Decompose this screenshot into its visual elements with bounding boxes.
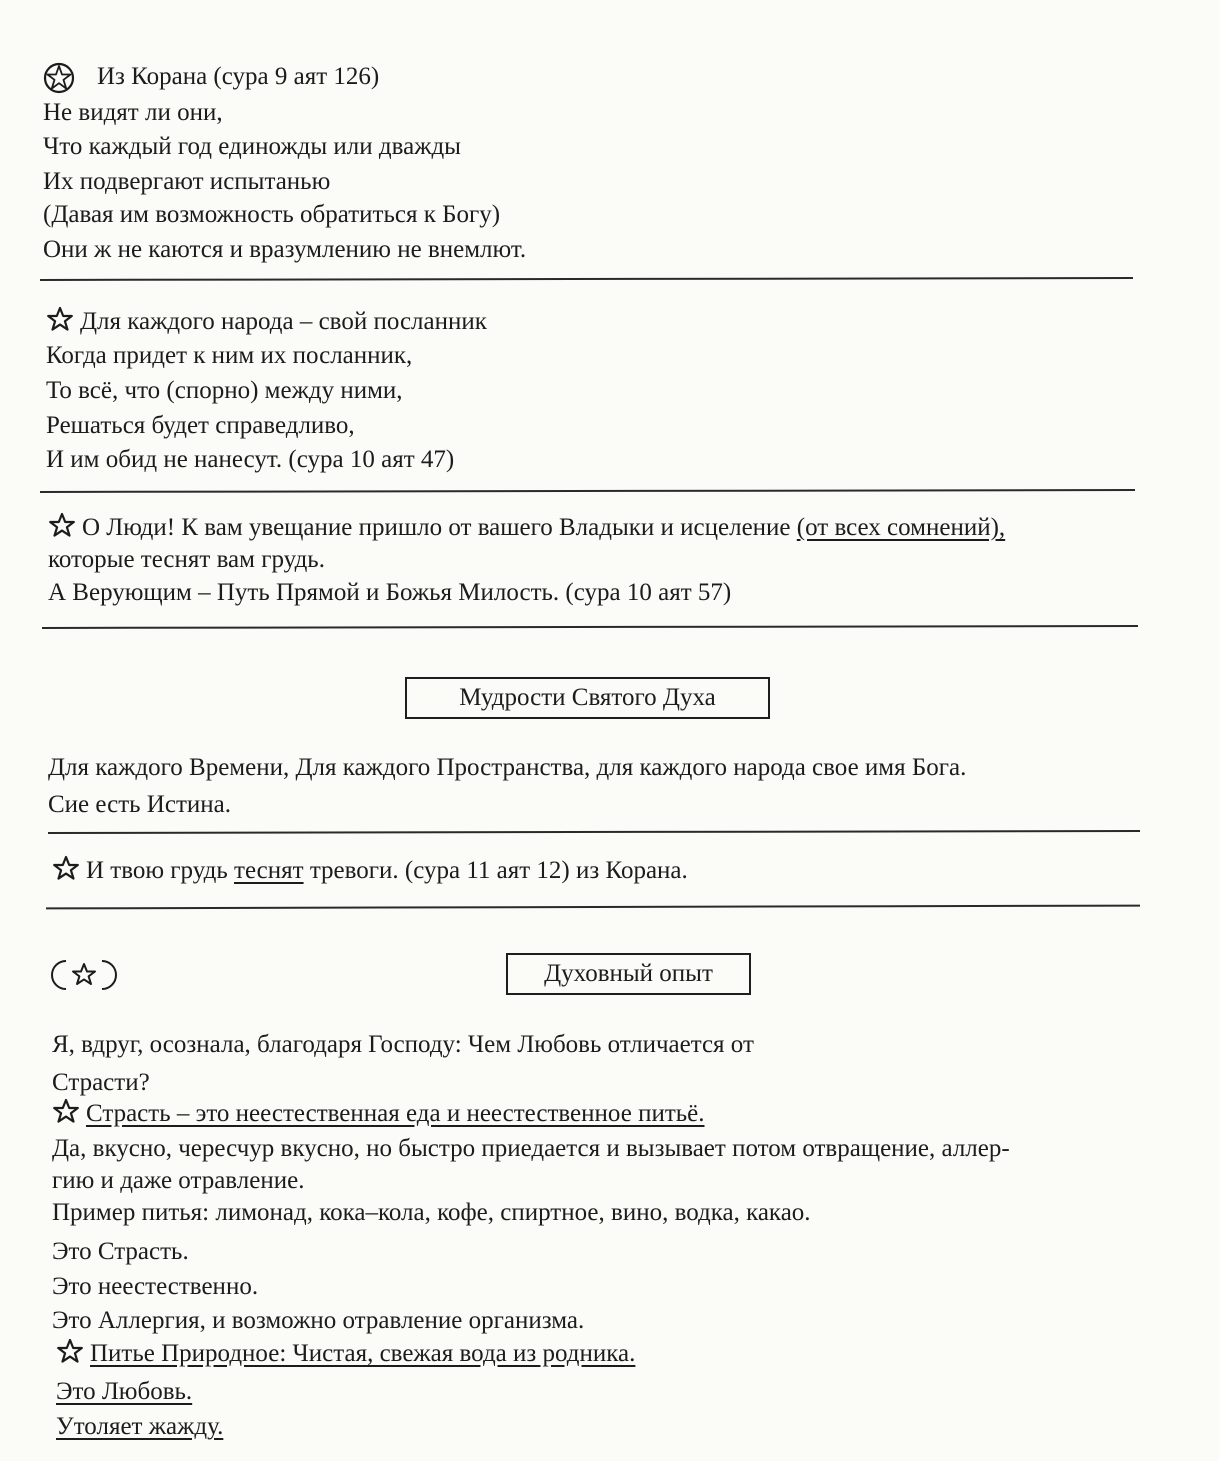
section1-line: Не видят ли они, bbox=[43, 99, 223, 126]
section5-text: И твою грудь bbox=[86, 857, 235, 884]
experience-paragraph: Это Страсть. bbox=[52, 1238, 189, 1265]
section1-line: Их подвергают испытанью bbox=[43, 168, 331, 195]
natural-drink-definition: Питье Природное: Чистая, свежая вода из родника. bbox=[90, 1340, 636, 1367]
section3-line2: которые теснят вам грудь. bbox=[48, 546, 325, 573]
experience-paragraph: гию и даже отравление. bbox=[52, 1167, 305, 1194]
section2-line: Решаться будет справедливо, bbox=[46, 412, 355, 439]
thirst-line: Утоляет жажду. bbox=[56, 1413, 224, 1440]
divider bbox=[42, 625, 1138, 629]
crescent-star-icon bbox=[50, 958, 118, 997]
natural-drink-line bbox=[56, 1338, 635, 1369]
section3-line3: А Верующим – Путь Прямой и Божья Милость. (сура 10 аят 57) bbox=[48, 579, 732, 606]
section-heading-box: Мудрости Святого Духа bbox=[405, 677, 770, 719]
section1-title: Из Корана (сура 9 аят 126) bbox=[97, 63, 380, 90]
experience-intro: Я, вдруг, осознала, благодаря Господу: Чем Любовь отличается от bbox=[52, 1031, 754, 1058]
section3-underlined: (от всех сомнений), bbox=[796, 514, 1006, 541]
section2-title-line bbox=[46, 306, 487, 337]
passion-definition: Страсть – это неестественная еда и неестественное питьё. bbox=[86, 1100, 705, 1127]
divider bbox=[46, 905, 1140, 910]
divider bbox=[40, 277, 1133, 281]
star-icon bbox=[52, 1098, 80, 1124]
section3-text: О Люди! К вам увещание пришло от вашего Владыки и исцеление bbox=[82, 514, 797, 541]
section1-line: Что каждый год единожды или дважды bbox=[43, 133, 461, 160]
experience-paragraph: Это Аллергия, и возможно отравление организма. bbox=[52, 1307, 585, 1334]
section2-line: И им обид не нанесут. (сура 10 аят 47) bbox=[46, 446, 455, 473]
divider bbox=[48, 830, 1140, 834]
section5-text: тревоги. (сура 11 аят 12) из Корана. bbox=[303, 857, 688, 884]
section2-line: То всё, что (спорно) между ними, bbox=[46, 377, 403, 404]
star-icon bbox=[48, 512, 76, 538]
section5-underlined: теснят bbox=[234, 857, 304, 884]
section3-line1 bbox=[48, 512, 1005, 543]
section1-line: (Давая им возможность обратиться к Богу) bbox=[43, 201, 501, 228]
experience-intro: Страсти? bbox=[52, 1069, 150, 1096]
passion-line bbox=[52, 1098, 705, 1129]
section4-line: Для каждого Времени, Для каждого Пространства, для каждого народа свое имя Бога. bbox=[48, 754, 967, 781]
experience-paragraph: Да, вкусно, чересчур вкусно, но быстро приедается и вызывает потом отвращение, аллер- bbox=[52, 1135, 1010, 1162]
section5-line bbox=[52, 855, 688, 886]
star-icon bbox=[52, 855, 80, 881]
divider bbox=[40, 489, 1135, 493]
section1-line: Они ж не каются и вразумлению не внемлют. bbox=[43, 236, 527, 263]
star-in-circle-icon bbox=[43, 62, 75, 99]
section2-title: Для каждого народа – свой посланник bbox=[80, 308, 487, 335]
section-heading-box: Духовный опыт bbox=[506, 953, 751, 995]
love-line: Это Любовь. bbox=[56, 1378, 193, 1405]
star-icon bbox=[46, 306, 74, 332]
section2-line: Когда придет к ним их посланник, bbox=[46, 342, 413, 369]
star-icon bbox=[56, 1338, 84, 1364]
experience-paragraph: Это неестественно. bbox=[52, 1273, 259, 1300]
section4-line: Сие есть Истина. bbox=[48, 791, 231, 818]
experience-paragraph: Пример питья: лимонад, кока–кола, кофе, спиртное, вино, водка, какао. bbox=[52, 1199, 811, 1226]
